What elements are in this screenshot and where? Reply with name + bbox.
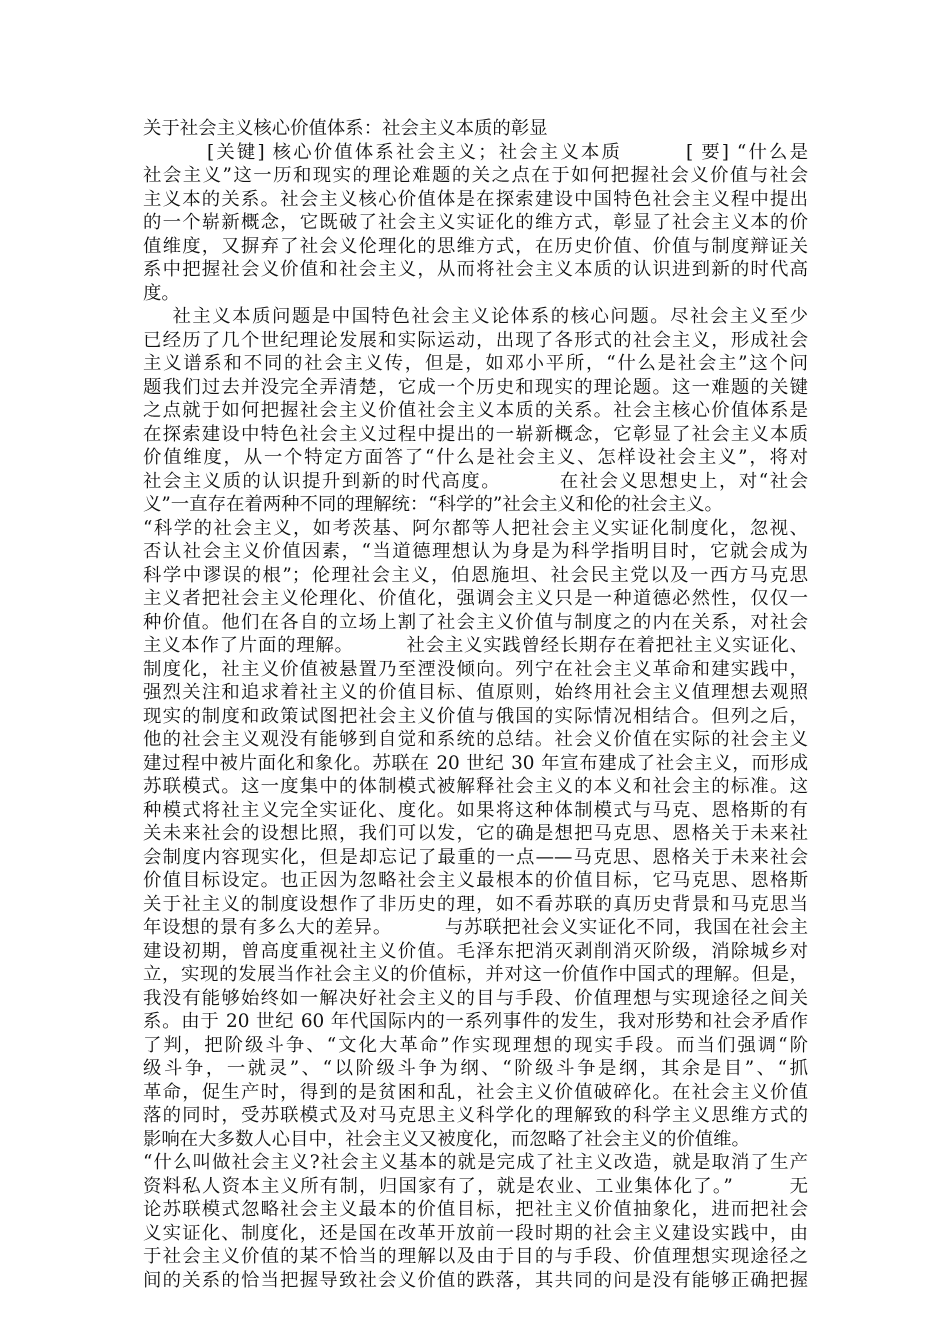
- body-line: 建过程中被片面化和象化。苏联在 20 世纪 30 年宣布建成了社会主义，而形成: [143, 752, 808, 774]
- body-line: 于社会主义价值的某不恰当的理解以及由于目的与手段、价值理想实现途径之: [143, 1246, 808, 1267]
- body-line: 主义谱系和不同的社会主义传，但是，如邓小平所，“什么是社会主”这个问: [143, 353, 808, 374]
- body-line: 制度化，社主义价值被悬置乃至湮没倾向。列宁在社会主义革命和建实践中，: [143, 658, 808, 680]
- body-line: 苏联模式。这一度集中的体制模式被解释社会主义的本义和社会主的标准。这: [143, 776, 808, 797]
- body-line: 级斗争，一就灵”、“以阶级斗争为纲、“阶级斗争是纲，其余是目”、“抓: [143, 1058, 808, 1079]
- body-line: 种价值。他们在各自的立场上割了社会主义价值与制度之的内在关系，对社会: [143, 611, 808, 633]
- body-line: 社主义本质问题是中国特色社会主义论体系的核心问题。尽社会主义至少: [143, 306, 808, 327]
- body-line: 科学中谬误的根”；伦理社会主义，伯恩施坦、社会民主党以及一西方马克思: [143, 564, 808, 586]
- body-line: 义实证化、制度化，还是国在改革开放前一段时期的社会主义建设实践中，由: [143, 1222, 808, 1244]
- body-line: 主义本作了片面的理解。 社会主义实践曾经长期存在着把社主义实证化、: [143, 635, 808, 656]
- body-line: 之点就于如何把握社会主义价值社会主义本质的关系。社会主核心价值体系是: [143, 400, 808, 421]
- body-line: 会制度内容现实化，但是却忘记了最重的一点——马克思、恩格关于未来社会: [143, 846, 808, 868]
- body-line: 立，实现的发展当作社会主义的价值标，并对这一价值作中国式的理解。但是，: [143, 964, 808, 985]
- abstract-line: 社会主义”这一历和现实的理论难题的关之点在于如何把握社会义价值与社会: [143, 165, 808, 186]
- body-line: 间的关系的恰当把握导致社会义价值的跌落，其共同的问是没有能够正确把握: [143, 1269, 808, 1291]
- document-title: 关于社会主义核心价值体系：社会主义本质的彰显: [143, 118, 548, 139]
- body-line: 社会主义质的认识提升到新的时代高度。 在社会义思想史上，对“社会: [143, 470, 808, 492]
- body-line: 否认社会主义价值因素，“当道德理想认为身是为科学指明目时，它就会成为: [143, 541, 808, 562]
- abstract-line: 主义本的关系。社会主义核心价值体是在探索建设中国特色社会主义程中提出: [143, 188, 808, 210]
- keywords-line: [关键] 核心价值体系社会主义；社会主义本质 [ 要] “什么是: [143, 141, 808, 163]
- body-line: 关未来社会的设想比照，我们可以发，它的确是想把马克思、恩格关于未来社: [143, 823, 808, 844]
- body-line: 论苏联模式忽略社会主义最本的价值目标，把社主义价值抽象化，进而把社会: [143, 1199, 808, 1220]
- body-line: 落的同时，受苏联模式及对马克思主义科学化的理解致的科学主义思维方式的: [143, 1105, 808, 1126]
- body-line: 系。由于 20 世纪 60 年代国际内的一系列事件的发生，我对形势和社会矛盾作: [143, 1011, 808, 1032]
- body-line: 主义者把社会主义伦理化、价值化，强调会主义只是一种道德必然性，仅仅一: [143, 588, 808, 609]
- body-line: “什么叫做社会主义?社会主义基本的就是完成了社主义改造，就是取消了生产: [143, 1152, 808, 1173]
- abstract-line: 的一个崭新概念，它既破了社会主义实证化的维方式，彰显了社会主义本的价: [143, 212, 808, 233]
- body-line: 建设初期，曾高度重视社主义价值。毛泽东把消灭剥削消灭阶级，消除城乡对: [143, 940, 808, 962]
- body-line: 资料私人资本主义所有制，归国家有了，就是农业、工业集体化了。” 无: [143, 1175, 808, 1197]
- body-line: 影响在大多数人心目中，社会主义又被度化，而忽略了社会主义的价值维。: [143, 1128, 750, 1150]
- body-line: 关于社主义的制度设想作了非历史的理，如不看苏联的真历史背景和马克思当: [143, 893, 808, 915]
- body-line: 价值目标设定。也正因为忽略社会主义最根本的价值目标，它马克思、恩格斯: [143, 870, 808, 891]
- body-line: 义”一直存在着两种不同的理解统：“科学的”社会主义和伦的社会主义。: [143, 494, 723, 515]
- body-line: 革命，促生产时，得到的是贫困和乱，社会主义价值破碎化。在社会主义价值: [143, 1081, 808, 1103]
- body-line: 强烈关注和追求着社主义的价值目标、值原则，始终用社会主义值理想去观照: [143, 682, 808, 703]
- abstract-line: 度。: [143, 282, 180, 304]
- body-line: 题我们过去并没完全弄清楚，它成一个历史和现实的理论题。这一难题的关键: [143, 376, 808, 398]
- abstract-line: 值维度，又摒弃了社会义伦理化的思维方式，在历史价值、价值与制度辩证关: [143, 235, 808, 257]
- body-line: 我没有能够始终如一解决好社会主义的目与手段、价值理想与实现途径之间关: [143, 987, 808, 1009]
- body-line: 价值维度，从一个特定方面答了“什么是社会主义、怎样设社会主义”，将对: [143, 447, 808, 468]
- abstract-line: 系中把握社会义价值和社会主义，从而将社会主义本质的认识进到新的时代高: [143, 259, 808, 280]
- body-line: 现实的制度和政策试图把社会主义价值与俄国的实际情况相结合。但列之后，: [143, 705, 808, 727]
- body-line: 种模式将社主义完全实证化、度化。如果将这种体制模式与马克、恩格斯的有: [143, 799, 808, 821]
- body-line: 他的社会主义观没有能够到自觉和系统的总结。社会义价值在实际的社会主义: [143, 729, 808, 750]
- document-body: [143, 117, 808, 1292]
- body-line: 年设想的景有多么大的差异。 与苏联把社会义实证化不同，我国在社会主: [143, 917, 808, 938]
- body-line: “科学的社会主义，如考茨基、阿尔都等人把社会主义实证化制度化，忽视、: [143, 517, 808, 539]
- body-line: 已经历了几个世纪理论发展和实际运动，出现了各形式的社会主义，形成社会: [143, 329, 808, 351]
- body-line: 了判，把阶级斗争、“文化大革命”作实现理想的现实手段。而当们强调“阶: [143, 1034, 808, 1056]
- body-line: 在探索建设中特色社会主义过程中提出的一崭新概念，它彰显了社会主义本质: [143, 423, 808, 445]
